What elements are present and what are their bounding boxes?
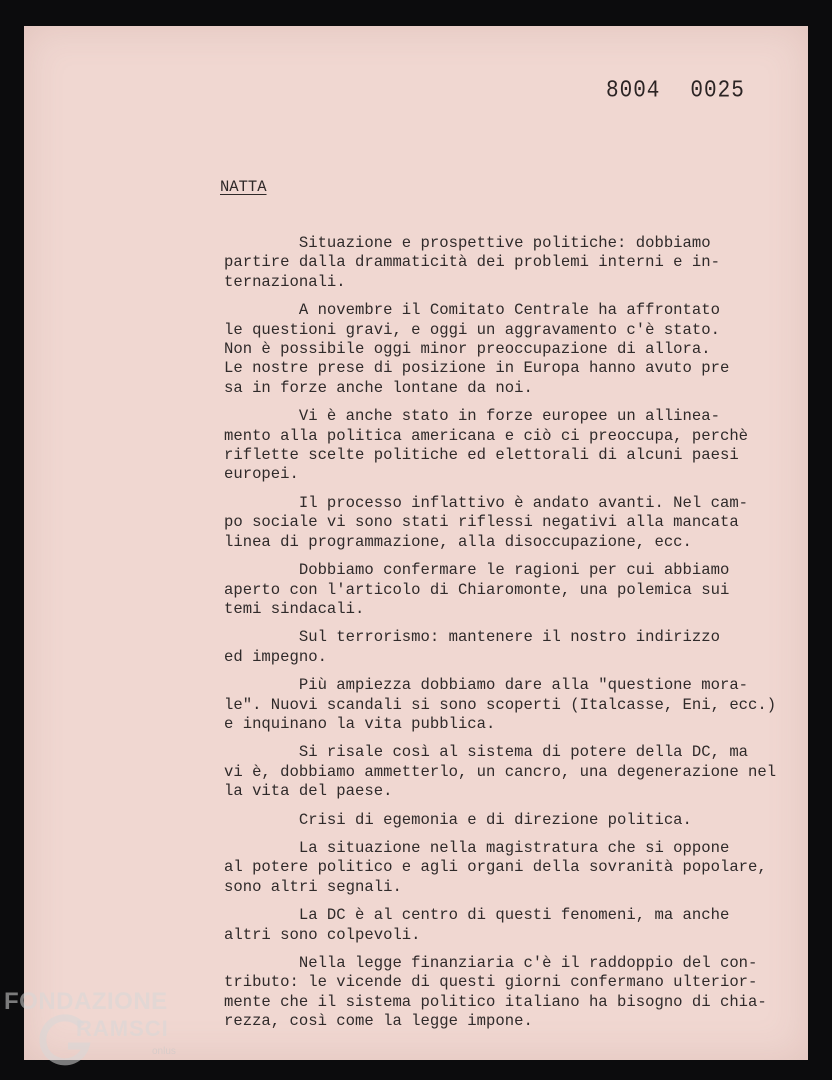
watermark-line-1: FONDAZIONE <box>4 988 168 1015</box>
archive-number <box>606 78 745 104</box>
fondazione-gramsci-watermark <box>4 988 214 1072</box>
paragraph: A novembre il Comitato Centrale ha affrontato le questioni gravi, e oggi un aggravamento c'è stato. Non è possibile oggi minor preoccupazione di allora. Le nostre prese di posizione in Europa hanno avuto pre sa in forze anche lontane da noi. <box>224 301 730 397</box>
bleed-through-text <box>544 106 784 122</box>
paragraph: Vi è anche stato in forze europee un allinea- mento alla politica americana e ciò ci preoccupa, perchè riflette scelte politiche ed elettorali di alcuni paesi europei. <box>224 407 749 484</box>
paragraph: Nella legge finanziaria c'è il raddoppio del con- tributo: le vicende di questi giorni confermano ulterior- mente che il sistema politico italiano ha bisogno di chia- rezza, così come la legge impone. <box>224 954 767 1031</box>
paragraph: Più ampiezza dobbiamo dare alla "questione mora- le". Nuovi scandali si sono scoperti (Italcasse, Eni, ecc.) e inquinano la vita pubblica. <box>224 676 777 733</box>
paragraph: La situazione nella magistratura che si oppone al potere politico e agli organi della sovranità popolare, sono altri segnali. <box>224 838 767 896</box>
paragraph: Il processo inflattivo è andato avanti. Nel cam- po sociale vi sono stati riflessi negativi alla mancata linea di programmazione, alla disoccupazione, ecc. <box>224 493 749 551</box>
paragraph: Dobbiamo confermare le ragioni per cui abbiamo aperto con l'articolo di Chiaromonte, una polemica sui temi sindacali. <box>224 561 730 618</box>
paragraph: Si risale così al sistema di potere della DC, ma vi è, dobbiamo ammetterlo, un cancro, una degenerazione nel la vita del paese. <box>224 743 777 801</box>
watermark-suffix: onlus <box>152 1046 176 1057</box>
archive-number-part-2: 0025 <box>690 78 745 105</box>
watermark-line-2: RAMSCI <box>76 1016 169 1041</box>
document-body <box>224 234 799 1041</box>
archive-number-part-1: 8004 <box>606 78 661 105</box>
document-title: NATTA <box>220 178 267 196</box>
paragraph: Crisi di egemonia e di direzione politica. <box>224 810 692 829</box>
paragraph: Situazione e prospettive politiche: dobbiamo partire dalla drammaticità dei problemi interni e in- ternazionali. <box>224 234 720 291</box>
paragraph: La DC è al centro di questi fenomeni, ma anche altri sono colpevoli. <box>224 906 730 944</box>
document-page <box>24 26 808 1060</box>
paragraph: Sul terrorismo: mantenere il nostro indirizzo ed impegno. <box>224 628 720 666</box>
